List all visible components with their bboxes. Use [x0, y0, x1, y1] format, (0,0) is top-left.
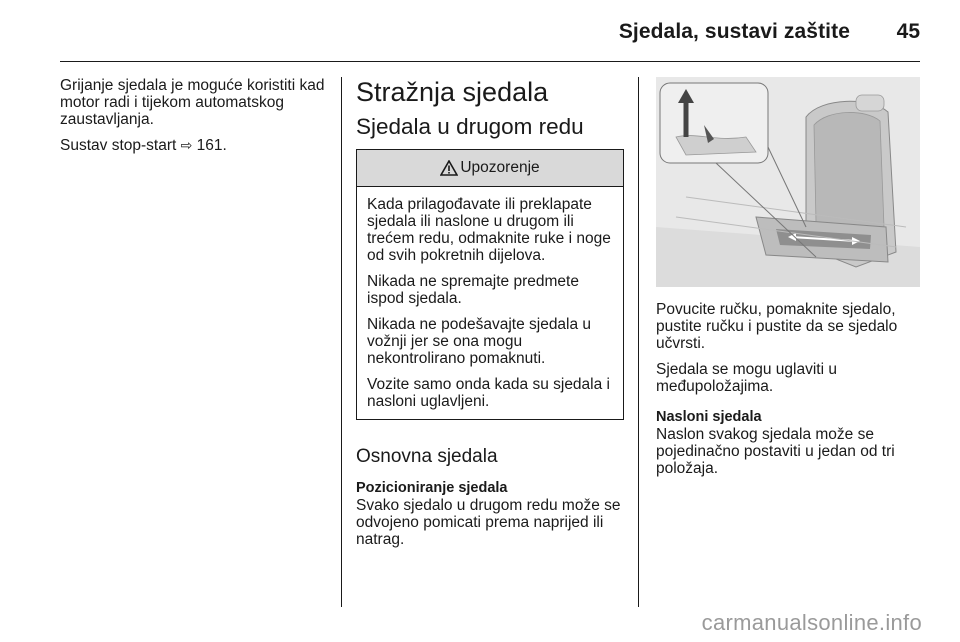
backrest-subheading: Nasloni sjedala: [656, 409, 762, 425]
warning-header: [357, 150, 623, 187]
crossref-page: 161.: [196, 137, 227, 154]
subsection-title: Sjedala u drugom redu: [356, 114, 584, 139]
column-divider-left: [341, 77, 342, 607]
warning-triangle-icon: [440, 160, 458, 176]
column-right: [656, 77, 920, 477]
intermediate-positions: Sjedala se mogu uglaviti u međupoložajima.: [656, 361, 837, 395]
warning-paragraph-1: Kada prilagođavate ili preklapate sjedala ili naslone u drugom ili trećem redu, odmaknite ruke i noge od svih pokretnih dijelova.: [367, 196, 611, 264]
header-divider: [60, 61, 920, 62]
basic-seats-heading: Osnovna sjedala: [356, 446, 498, 467]
column-divider-right: [638, 77, 639, 607]
page-header-title: Sjedala, sustavi zaštite: [618, 20, 850, 43]
column-left: [60, 77, 332, 154]
crossref-arrow-icon: ⇨: [180, 137, 193, 153]
seat-positioning-subheading: Pozicioniranje sjedala: [356, 480, 508, 496]
warning-box: [356, 149, 624, 420]
section-title: Stražnja sjedala: [356, 77, 549, 107]
page-number: 45: [896, 20, 920, 43]
handle-instructions: Povucite ručku, pomaknite sjedalo, pustite ručku i pustite da se sjedalo učvrsti.: [656, 301, 898, 352]
watermark-text: carmanualsonline.info: [701, 610, 922, 635]
backrest-body: Naslon svakog sjedala može se pojedinačno postaviti u jedan od tri položaja.: [656, 426, 895, 477]
warning-label: Upozorenje: [460, 159, 540, 176]
column-middle: [356, 77, 626, 548]
intro-paragraph: Grijanje sjedala je moguće koristiti kad motor radi i tijekom automatskog zaustavljanja.: [60, 77, 325, 128]
warning-body: [357, 187, 623, 419]
crossref-text: Sustav stop-start: [60, 137, 177, 154]
warning-paragraph-3: Nikada ne podešavajte sjedala u vožnji jer se ona mogu nekontrolirano pomaknuti.: [367, 316, 592, 367]
seat-positioning-body: Svako sjedalo u drugom redu može se odvojeno pomicati prema naprijed ili natrag.: [356, 497, 621, 548]
seat-drawing: [656, 77, 920, 287]
warning-paragraph-2: Nikada ne spremajte predmete ispod sjedala.: [367, 273, 579, 307]
crossref-line: [60, 137, 332, 154]
seat-illustration: [656, 77, 920, 287]
warning-paragraph-4: Vozite samo onda kada su sjedala i nasloni uglavljeni.: [367, 376, 610, 410]
